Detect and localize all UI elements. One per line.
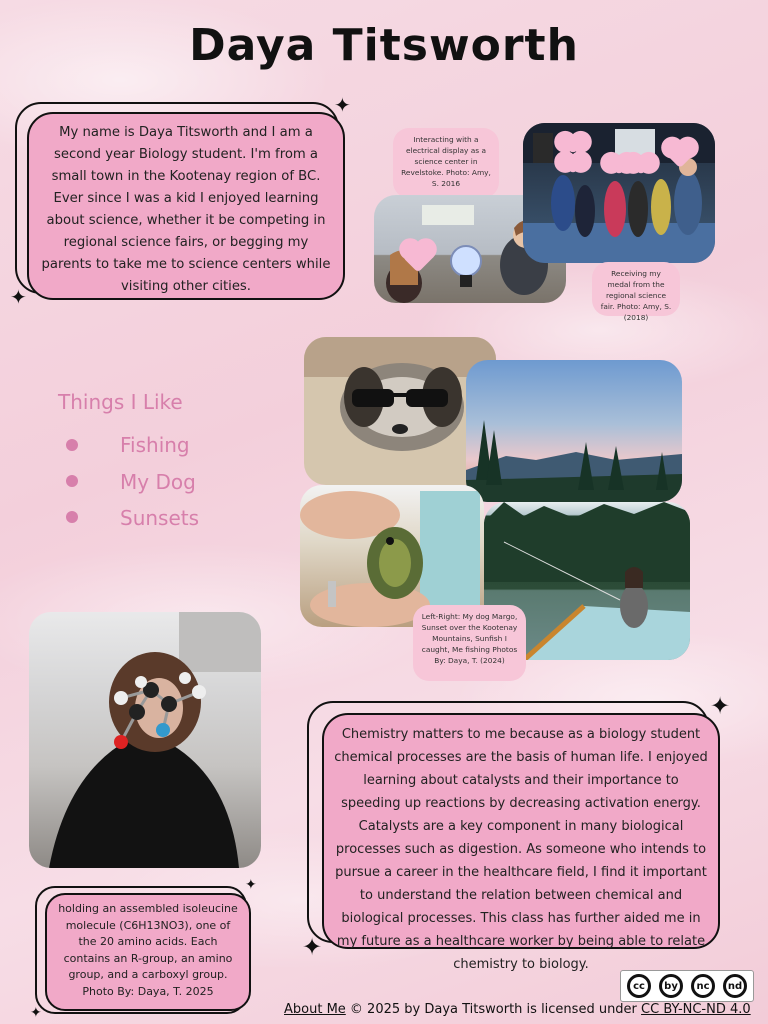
- page-title: Daya Titsworth: [189, 20, 579, 71]
- like-item-sunsets: Sunsets: [120, 506, 200, 530]
- no-derivatives-icon: nd: [723, 974, 747, 998]
- science-center-caption: Interacting with a electrical display as a science center in Revelstoke. Photo: Amy, S. 2016: [393, 128, 499, 198]
- cc-license-badge: [620, 970, 754, 1002]
- non-commercial-icon: nc: [691, 974, 715, 998]
- sparkle-icon: ✦: [30, 1005, 42, 1021]
- heart-icon: [563, 154, 583, 174]
- molecule-illustration: [29, 612, 261, 868]
- sunset-photo: [466, 360, 682, 502]
- sparkle-icon: ✦: [10, 285, 27, 309]
- like-item-fishing: Fishing: [120, 433, 190, 457]
- license-link[interactable]: CC BY-NC-ND 4.0: [641, 1002, 751, 1017]
- sunset-illustration: [466, 360, 682, 502]
- chemistry-card: Chemistry matters to me because as a biology student chemical processes are the basis of human life. I enjoyed learning about catalysts and their importance to speeding up reactions by decreasing activation energy. Catalysts are a key component in many biological processes such as digestion. As someone who intends to pursue a career in the healthcare field, I find it important to understand the relation between chemical and biological processes. This class has further aided me in my future as a healthcare worker by being able to relate chemistry to biology.: [322, 713, 720, 949]
- likes-heading: Things I Like: [58, 390, 183, 414]
- like-item-dog: My Dog: [120, 470, 196, 494]
- bio-card: My name is Daya Titsworth and I am a second year Biology student. I'm from a small town in the Kootenay region of BC. Ever since I was a kid I enjoyed learning about science, whether it be competing in regional science fairs, or begging my parents to take me to science centers while visiting other cities.: [27, 112, 345, 300]
- photos-row-caption: Left-Right: My dog Margo, Sunset over the Kootenay Mountains, Sunfish I caught, Me fishing Photos By: Daya, T. (2024): [413, 605, 526, 681]
- sparkle-icon: ✦: [710, 692, 731, 720]
- sparkle-icon: ✦: [334, 93, 351, 117]
- medal-caption: Receiving my medal from the regional science fair. Photo: Amy, S. (2018): [592, 262, 680, 316]
- work-title-link[interactable]: About Me: [284, 1002, 346, 1017]
- bullet-icon: [66, 475, 78, 487]
- molecule-photo: [29, 612, 261, 868]
- bullet-icon: [66, 511, 78, 523]
- cc-icon: cc: [627, 974, 651, 998]
- molecule-caption: holding an assembled isoleucine molecule (C6H13NO3), one of the 20 amino acids. Each contains an R-group, an amino group, and a carboxyl group. Photo By: Daya, T. 2025: [45, 893, 251, 1011]
- license-text: © 2025 by Daya Titsworth is licensed under: [345, 1002, 642, 1017]
- license-line: [284, 1002, 751, 1017]
- attribution-icon: by: [659, 974, 683, 998]
- heart-icon: [631, 155, 651, 175]
- bullet-icon: [66, 439, 78, 451]
- sparkle-icon: ✦: [245, 877, 257, 893]
- sparkle-icon: ✦: [302, 933, 323, 961]
